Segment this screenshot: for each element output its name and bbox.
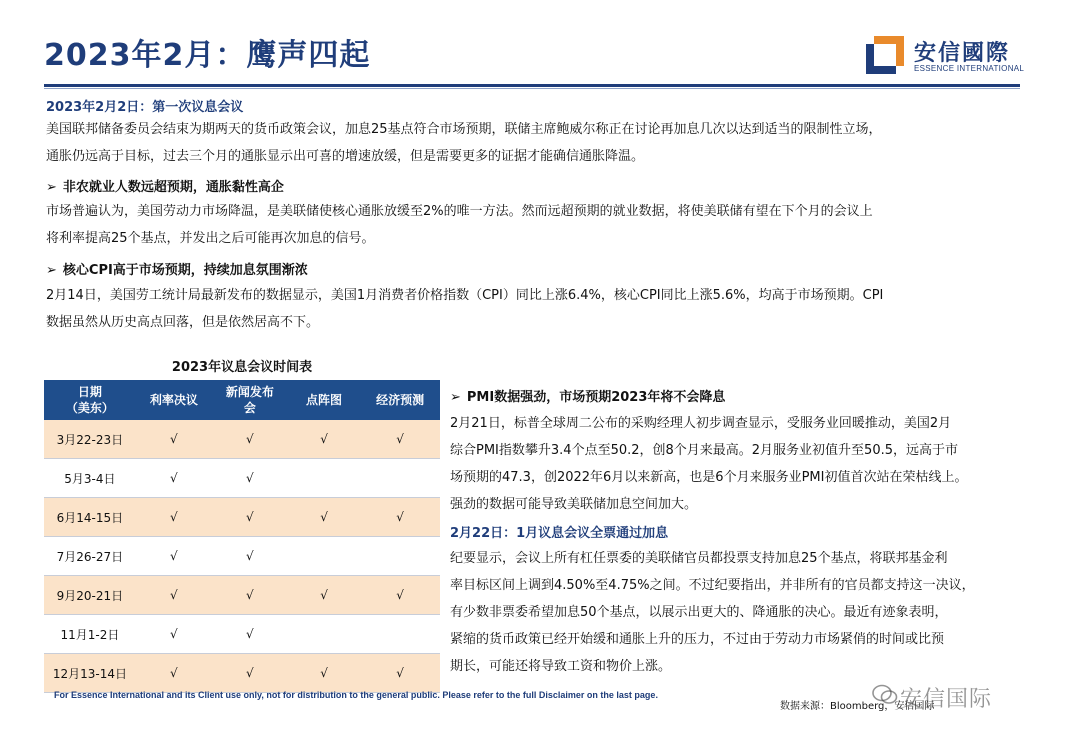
bullet1-text [46, 198, 873, 252]
cell-rate: √ [136, 498, 212, 537]
logo-english-name: ESSENCE INTERNATIONAL [914, 64, 1025, 73]
cell-press: √ [212, 498, 288, 537]
header-rule [44, 84, 1020, 87]
wechat-icon [872, 684, 898, 706]
cell-press: √ [212, 420, 288, 459]
cell-dotplot: √ [288, 576, 360, 615]
paragraph-line: 数据虽然从历史高点回落，但是依然居高不下。 [46, 315, 320, 330]
col-header-econ: 经济预测 [360, 380, 440, 420]
paragraph-line: 综合PMI指数攀升3.4个点至50.2，创8个月来最高。2月服务业初值升至50.5，远高于市 [450, 443, 958, 458]
cell-dotplot [288, 615, 360, 654]
cell-press: √ [212, 654, 288, 693]
table-row [44, 459, 440, 498]
cell-econ: √ [360, 576, 440, 615]
cell-dotplot [288, 537, 360, 576]
col-header-dotplot: 点阵图 [288, 380, 360, 420]
table-row [44, 537, 440, 576]
table-row [44, 615, 440, 654]
bullet3-text [450, 410, 967, 518]
cell-econ [360, 459, 440, 498]
paragraph-line: 有少数非票委希望加息50个基点，以展示出更大的、降通胀的决心。最近有迹象表明， [450, 605, 948, 620]
cell-econ: √ [360, 654, 440, 693]
meeting-schedule-table [44, 380, 440, 693]
paragraph-line: 期长，可能还将导致工资和物价上涨。 [450, 659, 672, 674]
col-header-press: 新闻发布 会 [212, 380, 288, 420]
paragraph-line: 市场普遍认为，美国劳动力市场降温，是美联储使核心通胀放缓至2%的唯一方法。然而远超预期的就业数据，将使美联储有望在下个月的会议上 [46, 204, 873, 219]
table-row [44, 498, 440, 537]
section2-heading: 2月22日：1月议息会议全票通过加息 [450, 526, 669, 541]
cell-dotplot: √ [288, 420, 360, 459]
cell-date: 5月3-4日 [44, 459, 136, 498]
cell-econ [360, 615, 440, 654]
cell-press: √ [212, 537, 288, 576]
section1-heading: 2023年2月2日：第一次议息会议 [46, 100, 244, 115]
section1-text [46, 116, 882, 170]
cell-rate: √ [136, 576, 212, 615]
bullet-heading: 非农就业人数远超预期，通胀黏性高企 [62, 180, 284, 195]
paragraph-line: 强劲的数据可能导致美联储加息空间加大。 [450, 497, 698, 512]
cell-dotplot [288, 459, 360, 498]
paragraph-line: 美国联邦储备委员会结束为期两天的货币政策会议，加息25基点符合市场预期，联储主席鲍威尔称正在讨论再加息几次以达到适当的限制性立场， [46, 122, 882, 137]
cell-date: 3月22-23日 [44, 420, 136, 459]
cell-econ [360, 537, 440, 576]
cell-rate: √ [136, 615, 212, 654]
logo-mark-icon [866, 36, 904, 74]
table-caption: 2023年议息会议时间表 [171, 360, 313, 375]
cell-press: √ [212, 576, 288, 615]
col-header-rate: 利率决议 [136, 380, 212, 420]
paragraph-line: 场预期的47.3，创2022年6月以来新高，也是6个月来服务业PMI初值首次站在荣枯线上。 [450, 470, 968, 485]
cell-date: 7月26-27日 [44, 537, 136, 576]
bullet2-title [46, 259, 308, 278]
paragraph-line: 2月21日，标普全球周二公布的采购经理人初步调查显示，受服务业回暖推动，美国2月 [450, 416, 952, 431]
col-header-date: 日期 （美东） [44, 380, 136, 420]
cell-date: 9月20-21日 [44, 576, 136, 615]
table-row [44, 576, 440, 615]
data-source: 数据来源：Bloomberg，安信国际 [780, 701, 935, 712]
disclaimer-note: For Essence International and its Client use only, not for distribution to the general public. Please refer to the full Disclaimer on the last page. [54, 690, 658, 700]
essence-logo [866, 36, 1026, 78]
cell-econ: √ [360, 420, 440, 459]
cell-rate: √ [136, 537, 212, 576]
header-rule-thin [44, 88, 1020, 89]
section2-text [450, 545, 975, 680]
cell-press: √ [212, 459, 288, 498]
logo-chinese-name: 安信國際 [914, 41, 1011, 66]
paragraph-line: 通胀仍远高于目标，过去三个月的通胀显示出可喜的增速放缓，但是需要更多的证据才能确信通胀降温。 [46, 149, 645, 164]
page-title: 2023年2月：鹰声四起 [44, 38, 371, 73]
bullet1-title [46, 176, 284, 195]
paragraph-line: 率目标区间上调到4.50%至4.75%之间。不过纪要指出，并非所有的官员都支持这一决议， [450, 578, 975, 593]
cell-press: √ [212, 615, 288, 654]
cell-dotplot: √ [288, 654, 360, 693]
arrow-bullet-icon: ➢ [46, 180, 57, 195]
cell-date: 6月14-15日 [44, 498, 136, 537]
paragraph-line: 紧缩的货币政策已经开始缓和通胀上升的压力，不过由于劳动力市场紧俏的时间或比预 [450, 632, 945, 647]
watermark: 安信国际 [900, 687, 993, 712]
table-row [44, 420, 440, 459]
cell-date: 12月13-14日 [44, 654, 136, 693]
cell-rate: √ [136, 654, 212, 693]
table-row [44, 654, 440, 693]
paragraph-line: 将利率提高25个基点，并发出之后可能再次加息的信号。 [46, 231, 375, 246]
paragraph-line: 纪要显示，会议上所有杠任票委的美联储官员都投票支持加息25个基点，将联邦基金利 [450, 551, 948, 566]
arrow-bullet-icon: ➢ [450, 390, 461, 405]
cell-econ: √ [360, 498, 440, 537]
arrow-bullet-icon: ➢ [46, 263, 57, 278]
cell-date: 11月1-2日 [44, 615, 136, 654]
bullet2-text [46, 282, 883, 336]
table-header-row [44, 380, 440, 420]
cell-rate: √ [136, 420, 212, 459]
bullet3-title [450, 386, 725, 405]
cell-dotplot: √ [288, 498, 360, 537]
bullet-heading: PMI数据强劲，市场预期2023年将不会降息 [466, 390, 726, 405]
bullet-heading: 核心CPI高于市场预期，持续加息氛围渐浓 [62, 263, 308, 278]
paragraph-line: 2月14日，美国劳工统计局最新发布的数据显示，美国1月消费者价格指数（CPI）同比上涨6.4%，核心CPI同比上涨5.6%，均高于市场预期。CPI [46, 288, 884, 303]
cell-rate: √ [136, 459, 212, 498]
